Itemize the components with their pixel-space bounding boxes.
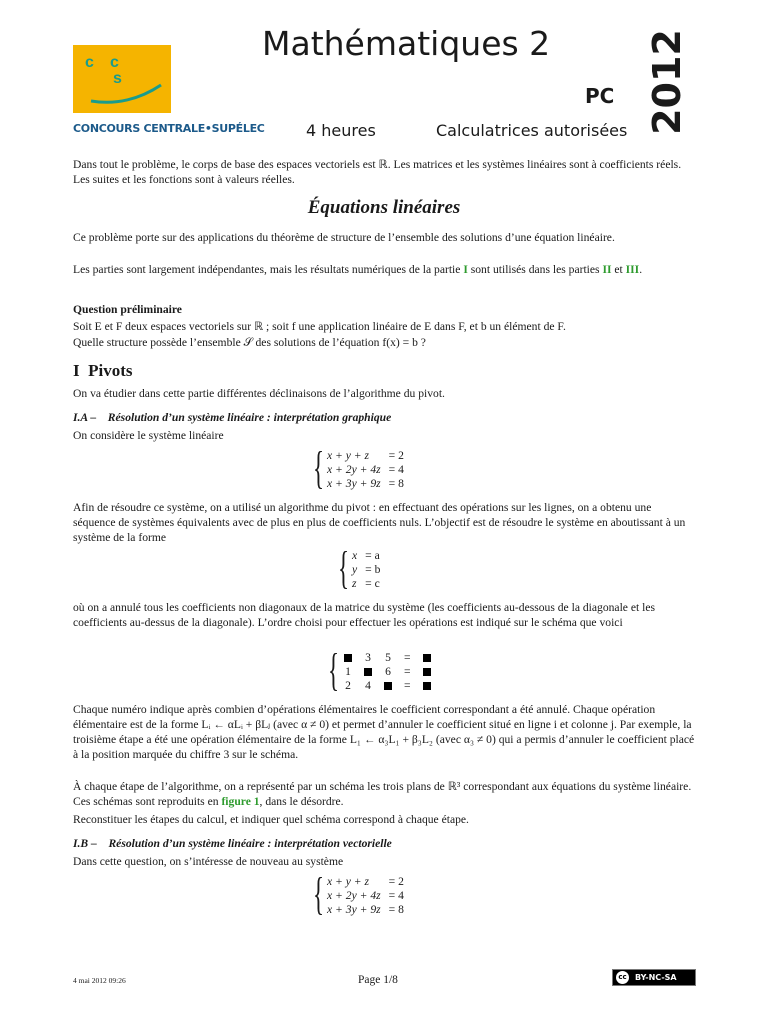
schema-cell: 3 xyxy=(365,650,371,664)
system-3-row xyxy=(323,888,408,902)
filled-square-icon xyxy=(384,682,392,690)
filled-square-icon xyxy=(364,668,372,676)
schema-cell: 5 xyxy=(385,650,391,664)
eq-rhs: = 2 xyxy=(388,448,404,462)
eq-lhs: x + 3y + 9z xyxy=(327,902,381,916)
exam-title: Mathématiques 2 xyxy=(262,24,551,63)
prelim-title: Question préliminaire xyxy=(73,303,182,316)
system-2-row xyxy=(348,562,384,576)
filled-square-icon xyxy=(344,654,352,662)
filled-square-icon xyxy=(423,654,431,662)
license-badge[interactable] xyxy=(612,969,696,986)
exam-duration: 4 heures xyxy=(306,121,376,140)
system-1 xyxy=(313,442,408,493)
chaque2-text-a: À chaque étape de l’algorithme, on a représenté par un schéma les trois plans de ℝ³ correspondant aux équations du système linéaire. Ces schémas sont reproduits en xyxy=(73,780,692,808)
schema-cell xyxy=(338,650,358,664)
eq-lhs: x + y + z xyxy=(327,874,370,888)
logo-text: CONCOURS CENTRALE•SUPÉLEC xyxy=(73,122,265,135)
schema-row xyxy=(338,664,437,678)
system-1-row xyxy=(323,462,408,476)
schema-cell: 6 xyxy=(385,664,391,678)
cc-icon: cc xyxy=(616,971,629,984)
eq-rhs: = 4 xyxy=(388,462,404,476)
IA-label: I.A – xyxy=(73,411,97,424)
schema-cell xyxy=(417,664,437,678)
filled-square-icon xyxy=(423,682,431,690)
IB-text: Dans cette question, on s’intéresse de nouveau au système xyxy=(73,855,344,868)
schema-row xyxy=(338,678,437,692)
system-3-row xyxy=(323,874,408,888)
p2-text-d: . xyxy=(639,263,643,276)
section-I-title: Pivots xyxy=(88,361,133,380)
reconstitute-paragraph: Reconstituer les étapes du calcul, et indiquer quel schéma correspond à chaque étape. xyxy=(73,813,469,826)
eq-lhs: x + 2y + 4z xyxy=(327,888,381,902)
IB-title: Résolution d’un système linéaire : interprétation vectorielle xyxy=(108,837,392,850)
eq-lhs: z xyxy=(352,576,357,590)
eq-lhs: x + 3y + 9z xyxy=(327,476,381,490)
eq-lhs: x + y + z xyxy=(327,448,370,462)
eq-rhs: = c xyxy=(365,576,380,590)
section-I-number: I xyxy=(73,361,80,380)
schema-cell: 2 xyxy=(345,678,351,692)
section-I-heading xyxy=(73,361,133,381)
exam-track: PC xyxy=(585,84,615,108)
pivot-schema xyxy=(328,644,437,695)
system-2-row xyxy=(348,548,384,562)
eq-rhs: = 8 xyxy=(388,902,404,916)
eq-rhs: = a xyxy=(365,548,380,562)
eq-rhs: = 4 xyxy=(388,888,404,902)
logo xyxy=(73,45,171,113)
IA-title: Résolution d’un système linéaire : interprétation graphique xyxy=(107,411,392,424)
system-2 xyxy=(338,542,384,593)
schema-row xyxy=(338,650,437,664)
schema-cell: = xyxy=(404,664,411,678)
eq-rhs: = 8 xyxy=(388,476,404,490)
exam-year: 2012 xyxy=(645,29,689,135)
pivot-paragraph: Afin de résoudre ce système, on a utilisé un algorithme du pivot : en effectuant des opérations sur les lignes, on a obtenu une séquence de systèmes équivalents avec de plus en plus de coefficients nuls. L’objectif est de résoudre le système en aboutissant à un système de la forme xyxy=(73,501,686,544)
p2-text-c: et xyxy=(611,263,626,276)
schema-cell xyxy=(417,678,437,692)
eq-lhs: x xyxy=(352,548,358,562)
link-part-I[interactable]: I xyxy=(463,263,468,276)
chaque-paragraph-2 xyxy=(73,779,695,809)
annule-paragraph: où on a annulé tous les coefficients non diagonaux de la matrice du système (les coefficients au-dessous de la diagonale et les coefficients au-dessus de la diagonale). L’ordre choisi pour effectuer les opérations est indiqué sur le schéma que voici xyxy=(73,601,655,629)
IA-heading xyxy=(73,410,695,425)
intro-paragraph: Dans tout le problème, le corps de base des espaces vectoriels est ℝ. Les matrices et les systèmes linéaires sont à coefficients réels. Les suites et les fonctions sont à valeurs réelles. xyxy=(73,158,682,186)
IB-heading xyxy=(73,836,695,851)
schema-cell xyxy=(378,678,398,692)
license-text: BY-NC-SA xyxy=(635,973,677,982)
IA-text: On considère le système linéaire xyxy=(73,429,224,442)
chaque-paragraph-1: Chaque numéro indique après combien d’opérations élémentaires le coefficient correspondant a été annulé. Chaque opération élémentaire est de la forme Lᵢ ← αLᵢ + βLⱼ (avec α ≠ 0) et permet d’annuler le coefficient situé en ligne i et colonne j. Par exemple, la troisième étape a été une opération élémentaire de la forme L₁ ← α₃L₁ + β₃L₂ (avec α₃ ≠ 0) qui a permis d’annuler le coefficient placé à la position marquée du chiffre 3 sur le schéma. xyxy=(73,703,695,761)
schema-cell xyxy=(358,664,378,678)
logo-graphic xyxy=(73,45,171,113)
exam-calculators: Calculatrices autorisées xyxy=(436,121,628,140)
system-1-brace: { xyxy=(313,442,325,493)
svg-text:s: s xyxy=(113,70,122,87)
link-figure-1[interactable]: figure 1 xyxy=(221,795,260,808)
eq-rhs: = b xyxy=(365,562,381,576)
paragraph-2 xyxy=(73,262,695,277)
svg-text:c: c xyxy=(85,54,94,71)
p2-text-b: sont utilisés dans les parties xyxy=(467,263,603,276)
prelim-line-2: Quelle structure possède l’ensemble 𝒮 des solutions de l’équation f(x) = b ? xyxy=(73,336,426,349)
p2-text-a: Les parties sont largement indépendantes, mais les résultats numériques de la partie xyxy=(73,263,464,276)
main-title: Équations linéaires xyxy=(307,197,461,218)
system-1-row xyxy=(323,476,408,490)
link-part-II[interactable]: II xyxy=(602,263,612,276)
schema-cell: 1 xyxy=(345,664,351,678)
system-3-row xyxy=(323,902,408,916)
footer-date: 4 mai 2012 09:26 xyxy=(73,976,126,985)
schema-cell: = xyxy=(404,678,411,692)
eq-lhs: x + 2y + 4z xyxy=(327,462,381,476)
schema-cell: = xyxy=(404,650,411,664)
filled-square-icon xyxy=(423,668,431,676)
system-3-brace: { xyxy=(313,868,325,919)
section-I-text: On va étudier dans cette partie différentes déclinaisons de l’algorithme du pivot. xyxy=(73,387,445,400)
IB-label: I.B – xyxy=(73,837,97,850)
svg-text:c: c xyxy=(110,54,119,71)
system-2-row xyxy=(348,576,384,590)
system-3 xyxy=(313,868,408,919)
system-2-brace: { xyxy=(338,542,350,593)
schema-cell xyxy=(417,650,437,664)
prelim-line-1: Soit E et F deux espaces vectoriels sur ℝ ; soit f une application linéaire de E dans F, et b un élément de F. xyxy=(73,320,566,333)
chaque2-text-b: , dans le désordre. xyxy=(259,795,344,808)
footer-page: Page 1/8 xyxy=(358,974,398,986)
link-part-III[interactable]: III xyxy=(625,263,640,276)
system-1-row xyxy=(323,448,408,462)
schema-brace: { xyxy=(328,644,340,695)
eq-lhs: y xyxy=(352,562,358,576)
eq-rhs: = 2 xyxy=(388,874,404,888)
schema-cell: 4 xyxy=(365,678,371,692)
paragraph-1: Ce problème porte sur des applications du théorème de structure de l’ensemble des solutions d’une équation linéaire. xyxy=(73,231,615,244)
